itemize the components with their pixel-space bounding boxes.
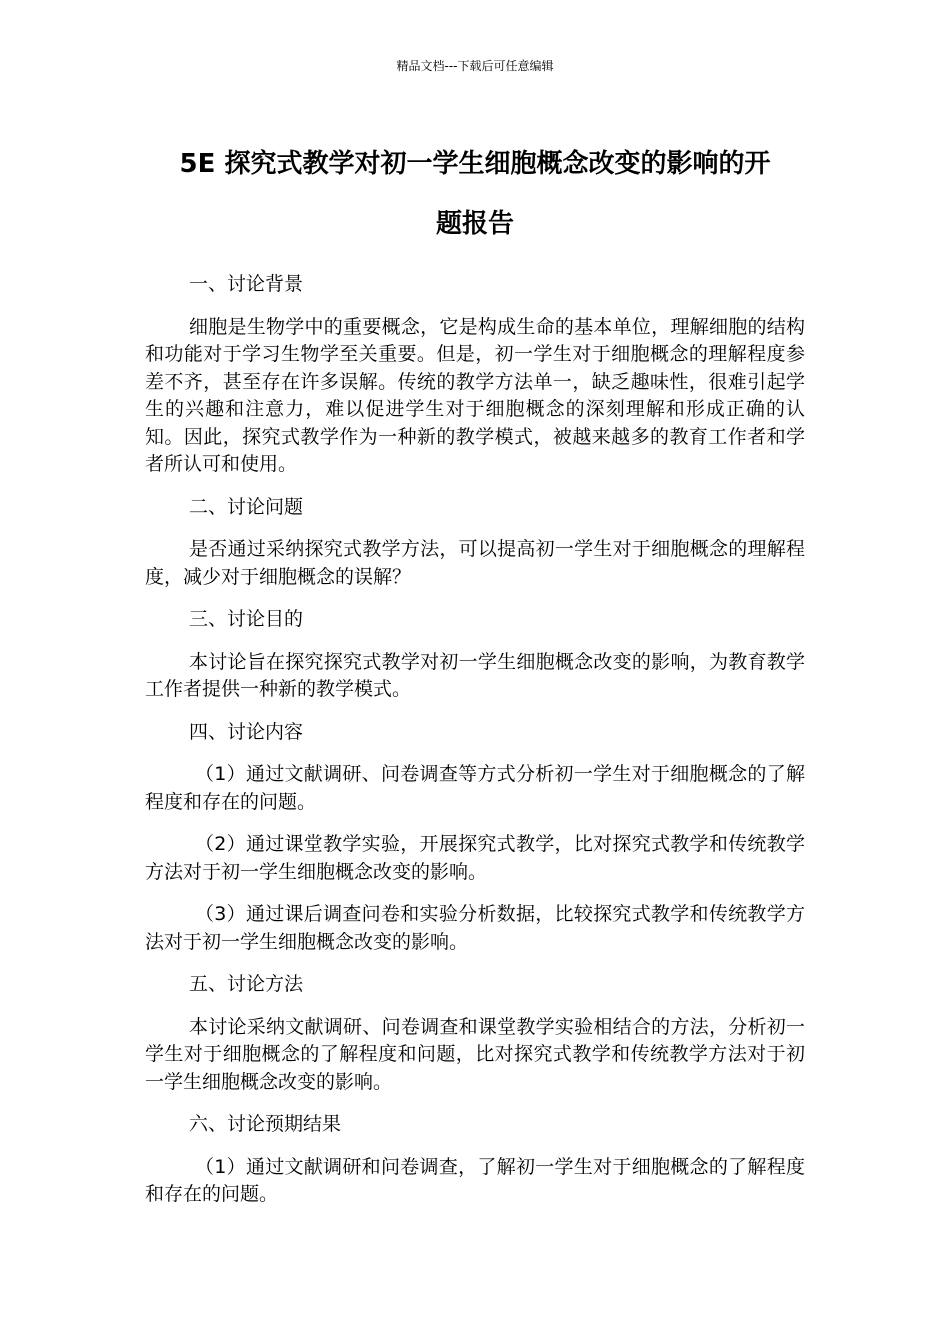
section-paragraph-background: 细胞是生物学中的重要概念，它是构成生命的基本单位，理解细胞的结构和功能对于学习生物学至关重要。但是，初一学生对于细胞概念的理解程度参差不齐，甚至存在许多误解。传统的教学方法单一，缺乏趣味性，很难引起学生的兴趣和注意力，难以促进学生对于细胞概念的深刻理解和形成正确的认知。因此，探究式教学作为一种新的教学模式，被越来越多的教育工作者和学者所认可和使用。: [145, 315, 805, 475]
content-item-3: （3）通过课后调查问卷和实验分析数据，比较探究式教学和传统教学方法对于初一学生细胞概念改变的影响。: [145, 903, 805, 953]
content-item-2: （2）通过课堂教学实验，开展探究式教学，比对探究式教学和传统教学方法对于初一学生细胞概念改变的影响。: [145, 833, 805, 883]
section-heading-purpose: 三、讨论目的: [189, 608, 304, 630]
section-paragraph-method: 本讨论采纳文献调研、问卷调查和课堂教学实验相结合的方法，分析初一学生对于细胞概念的了解程度和问题，比对探究式教学和传统教学方法对于初一学生细胞概念改变的影响。: [145, 1015, 805, 1093]
section-heading-content: 四、讨论内容: [189, 720, 304, 743]
section-heading-method: 五、讨论方法: [189, 973, 304, 995]
section-paragraph-question: 是否通过采纳探究式教学方法，可以提高初一学生对于细胞概念的理解程度，减少对于细胞概念的误解？: [145, 538, 805, 588]
document-body: [145, 271, 805, 1209]
section-paragraph-purpose: 本讨论旨在探究探究式教学对初一学生细胞概念改变的影响，为教育教学工作者提供一种新的教学模式。: [145, 650, 805, 700]
section-heading-background: 一、讨论背景: [189, 273, 304, 295]
section-heading-expected-results: 六、讨论预期结果: [189, 1113, 342, 1135]
header-note: 精品文档---下载后可任意编辑: [396, 59, 554, 73]
title-line-1: 5E 探究式教学对初一学生细胞概念改变的影响的开: [179, 149, 771, 179]
content-item-1: （1）通过文献调研、问卷调查等方式分析初一学生对于细胞概念的了解程度和存在的问题。: [145, 763, 805, 813]
expected-result-item-1: （1）通过文献调研和问卷调查，了解初一学生对于细胞概念的了解程度和存在的问题。: [145, 1155, 805, 1205]
title-line-2: 题报告: [435, 209, 514, 239]
section-heading-question: 二、讨论问题: [189, 495, 304, 518]
document-title: [145, 134, 805, 254]
